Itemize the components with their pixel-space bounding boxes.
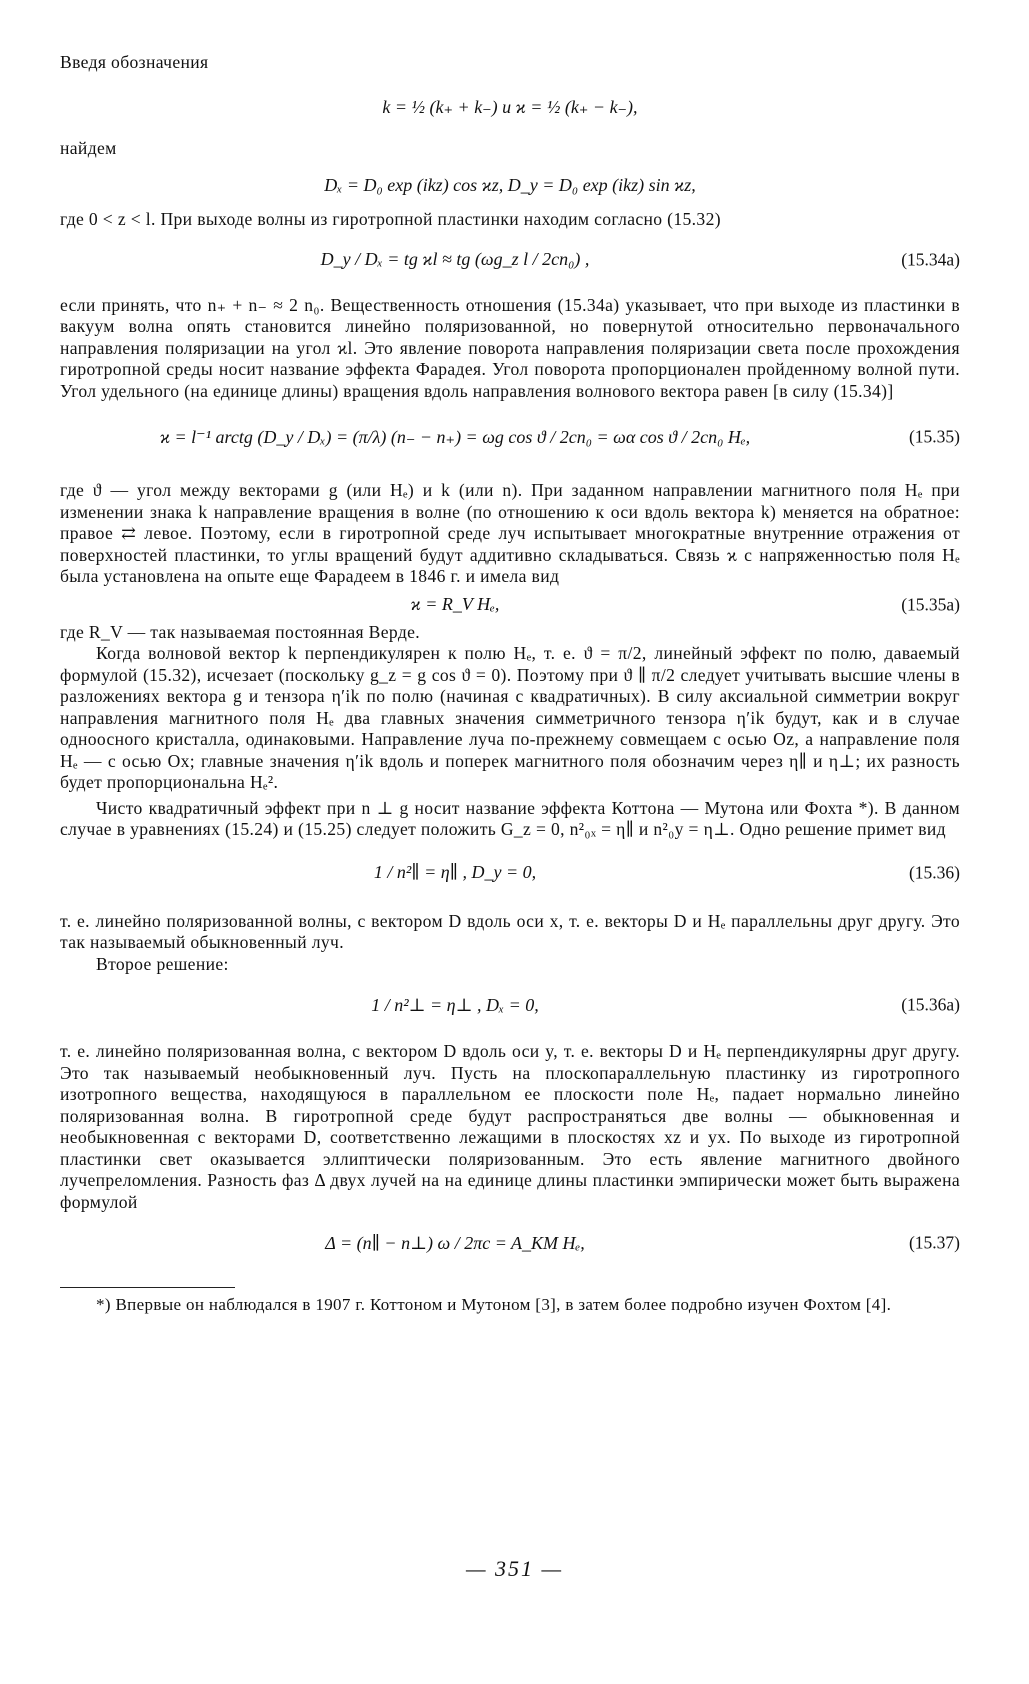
equation-k-kappa: [60, 86, 960, 130]
equation-number-15-34a: (15.34а): [901, 249, 960, 269]
equation-15-37-text: Δ = (n∥ − n⊥) ω / 2πc = A_KM Hₑ,: [325, 1232, 585, 1253]
equation-number-15-36: (15.36): [908, 862, 960, 882]
equation-number-15-35a: (15.35а): [901, 594, 960, 614]
equation-d-components-text: Dₓ = D₀ exp (ikz) cos ϰz, D_y = D₀ exp (ikz) sin ϰz,: [324, 174, 696, 195]
equation-15-36a-text: 1 / n²⊥ = η⊥ , Dₓ = 0,: [371, 994, 539, 1015]
footnote-divider: [60, 1287, 235, 1288]
footnote: *) Впервые он наблюдался в 1907 г. Коттоном и Мутоном [3], в затем более подробно изучен Фохтом [4].: [96, 1295, 892, 1314]
paragraph-verdet: где R_V — так называемая постоянная Верде.: [60, 621, 421, 642]
equation-15-35a-text: ϰ = R_V Hₑ,: [410, 594, 500, 614]
equation-number-15-37: (15.37): [908, 1232, 960, 1253]
page-number: — 351 —: [465, 1556, 564, 1581]
paragraph-where-z: где 0 < z < l. При выходе волны из гиротропной пластинки находим согласно (15.32): [60, 209, 721, 229]
paragraph-faraday-effect: если принять, что n₊ + n₋ ≈ 2 n₀. Вещественность отношения (15.34а) указывает, что при выходе из пластинки в вакуум волна опять становится линейно поляризованной, но повернутой относительно первоначального направления поляризации на угол ϰl. Это явление поворота направления поляризации света после прохождения гиротропной среды носит название эффекта Фарадея. Угол поворота пропорционален пройденному волной пути. Угол удельного (на единице длины) вращения вдоль направления волнового вектора равен [в силу (15.34)]: [60, 294, 960, 401]
equation-15-36a: [60, 975, 960, 1035]
equation-15-35-text: ϰ = l⁻¹ arctg (D_y / Dₓ) = (π/λ) (n₋ − n₊) = ωg cos ϑ / 2cn₀ = ωα cos ϑ / 2cn₀ Hₑ,: [159, 426, 751, 447]
paragraph-perpendicular: Когда волновой вектор k перпендикулярен к полю Hₑ, т. е. ϑ = π/2, линейный эффект по полю, даваемый формулой (15.32), исчезает (поскольку g_z = g cos ϑ = 0). Поэтому при ϑ ∥ π/2 следует учитывать высшие члены в разложениях вектора g и тензора η′ik по полю (начиная с квадратичных). В силу аксиальной симметрии вокруг направления магнитного поля Hₑ два главных значения симметричного тензора η′ik будут, как и в случае одноосного кристалла, одинаковыми. Направление луча по-прежнему совмещаем с осью Oz, а направление поля Hₑ — с осью Ox; главные значения η′ik вдоль и поперек магнитного поля обозначим через η∥ и η⊥; их разность будет пропорциональна Hₑ².: [60, 643, 960, 792]
paragraph-ordinary-ray: т. е. линейно поляризованной волны, с вектором D вдоль оси x, т. е. векторы D и Hₑ параллельны друг другу. Это так называемый обыкновенный луч.: [60, 910, 960, 952]
equation-number-15-36a: (15.36а): [901, 994, 960, 1015]
equation-k-kappa-text: k = ½ (k₊ + k₋) и ϰ = ½ (k₊ − k₋),: [382, 97, 638, 117]
paragraph-find: найдем: [60, 137, 117, 158]
page-body: [60, 52, 960, 1315]
paragraph-second-solution: Второе решение:: [96, 953, 229, 974]
paragraph-cotton-mouton: Чисто квадратичный эффект при n ⊥ g носит название эффекта Коттона — Мутона или Фохта *). В данном случае в уравнениях (15.24) и (15.25) следует положить G_z = 0, n²₀ₓ = η∥ и n²₀y = η⊥. Одно решение примет вид: [60, 797, 960, 839]
equation-15-37: [60, 1213, 960, 1273]
equation-15-35: [60, 402, 960, 472]
equation-15-34a-text: D_y / Dₓ = tg ϰl ≈ tg (ωg_z l / 2cn₀) ,: [320, 249, 590, 269]
paragraph-intro: Введя обозначения: [60, 52, 209, 72]
paragraph-extraordinary-ray: т. е. линейно поляризованная волна, с вектором D вдоль оси y, т. е. векторы D и Hₑ перпендикулярны друг другу. Это так называемый необыкновенный луч. Пусть на плоскопараллельную пластинку из гиротропного изотропного вещества, находящуюся в параллельном ее плоскости поле Hₑ, падает нормально линейно поляризованная волна. В гиротропной среде будут распространяться две волны — обыкновенная и необыкновенная с векторами D, соответственно лежащими в плоскостях xz и yx. По выходе из гиротропной пластинки свет оказывается эллиптически поляризованным. Это есть явление магнитного двойного лучепреломления. Разность фаз Δ двух лучей на на единице длины пластинки эмпирически может быть выражена формулой: [60, 1041, 960, 1212]
equation-d-components: [60, 167, 960, 203]
paragraph-theta-angle: где ϑ — угол между векторами g (или Hₑ) и k (или n). При заданном направлении магнитного поля Hₑ при изменении знака k направление вращения в волне (по отношению к оси вдоль вектора k) меняется на обратное: правое ⇄ левое. Поэтому, если в гиротропной среде луч испытывает многократные внутренние отражения от поверхностей пластинки, то углы вращений будут аддитивно складываться. Связь ϰ с напряженностью поля Hₑ была установлена на опыте еще Фарадеем в 1846 г. и имела вид: [60, 480, 960, 586]
equation-number-15-35: (15.35): [908, 426, 960, 447]
equation-15-34a: [60, 231, 960, 289]
equation-15-35a: [60, 588, 960, 622]
equation-15-36-text: 1 / n²∥ = η∥ , D_y = 0,: [373, 862, 537, 882]
equation-15-36: [60, 841, 960, 905]
